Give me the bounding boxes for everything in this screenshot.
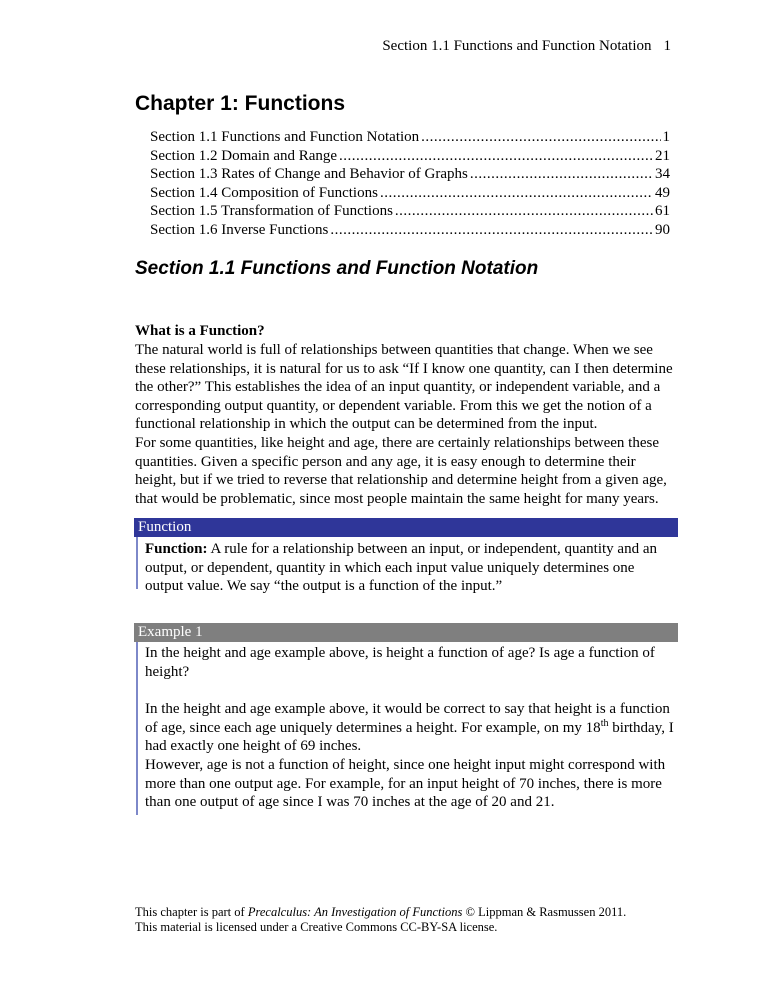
book-title: Precalculus: An Investigation of Functions [247, 905, 463, 919]
toc-entry-title: Section 1.4 Composition of Functions [150, 184, 378, 201]
definition-box-rule [136, 537, 138, 589]
running-header [382, 38, 671, 55]
footer [135, 905, 695, 935]
footer-text: This chapter is part of [135, 905, 248, 919]
toc-entry[interactable] [150, 165, 670, 184]
running-title: Section 1.1 Functions and Function Notation [382, 38, 652, 54]
page-number: 1 [663, 38, 671, 54]
toc-entry-page: 90 [655, 221, 670, 238]
footer-license: This material is licensed under a Creative Commons CC-BY-SA license. [135, 920, 498, 934]
toc-entry-page: 34 [655, 166, 670, 183]
example-box-header: Example 1 [134, 623, 678, 642]
toc-entry[interactable] [150, 128, 670, 147]
example-box-rule [136, 642, 138, 815]
toc-entry-title: Section 1.3 Rates of Change and Behavior of Graphs [150, 166, 468, 183]
definition-body: A rule for a relationship between an input, or independent, quantity and an output, or dependent, quantity in which each input value uniquely determines one output value. We say “the output is a function of the input.” [145, 541, 657, 595]
example-answer-part: In the height and age example above, it would be correct to say that height is a function of age, since each age uniquely determines a height. For example, on my 18 [145, 701, 670, 736]
toc-entry-page: 49 [655, 184, 670, 201]
toc-leader-dots [380, 184, 653, 203]
toc-entry-page: 61 [655, 203, 670, 220]
toc-entry[interactable] [150, 184, 670, 203]
toc-leader-dots [421, 128, 660, 147]
toc-entry-page: 1 [662, 129, 670, 145]
footer-line [135, 905, 695, 920]
example-question: In the height and age example above, is height a function of age? Is age a function of height? [145, 645, 655, 680]
example-answer-part: birthday, I had exactly one height of 69 inches. [145, 719, 674, 755]
ordinal-suffix: th [600, 717, 609, 729]
toc-leader-dots [330, 221, 653, 240]
toc-entry[interactable] [150, 202, 670, 221]
toc-leader-dots [470, 165, 653, 184]
toc-entry-title: Section 1.1 Functions and Function Notation [150, 129, 420, 145]
paragraph: For some quantities, like height and age, there are certainly relationships between these quantities. Given a specific person and any age, it is easy enough to determine their height, but if we tried to reverse that relationship and determine height from a given age, that would be problematic, since most people maintain the same height for many years. [135, 435, 667, 507]
section-title: Section 1.1 Functions and Function Notation [135, 258, 539, 279]
paragraph: The natural world is full of relationships between quantities that change. When we see these relationships, it is natural for us to ask “If I know one quantity, can I then determine the other?” This establishes the idea of an input quantity, or independent variable, and a corresponding output quantity, or dependent variable. From this we get the notion of a functional relationship in which the output can be determined from the input. [135, 342, 673, 433]
toc-entry-title: Section 1.5 Transformation of Functions [150, 203, 393, 220]
toc-entry-page: 21 [655, 147, 670, 164]
chapter-title: Chapter 1: Functions [135, 92, 346, 115]
toc-entry-title: Section 1.6 Inverse Functions [150, 221, 329, 238]
toc-leader-dots [339, 147, 653, 166]
toc-entry[interactable] [150, 147, 670, 166]
example-answer: However, age is not a function of height, since one height input might correspond with more than one output age. For example, for an input height of 70 inches, there is more than one output of age since I was 70 inches at the age of 20 and 21. [145, 757, 666, 811]
toc-entry-title: Section 1.2 Domain and Range [150, 147, 338, 164]
example-answer [145, 700, 675, 756]
definition-box-header: Function [134, 518, 678, 537]
subheading: What is a Function? [135, 323, 265, 339]
toc-leader-dots [395, 202, 653, 221]
footer-text: © Lippman & Rasmussen 2011. [462, 905, 627, 919]
definition-term: Function: [145, 541, 208, 557]
definition-text [145, 540, 675, 596]
table-of-contents [150, 128, 670, 240]
toc-entry[interactable] [150, 221, 670, 240]
